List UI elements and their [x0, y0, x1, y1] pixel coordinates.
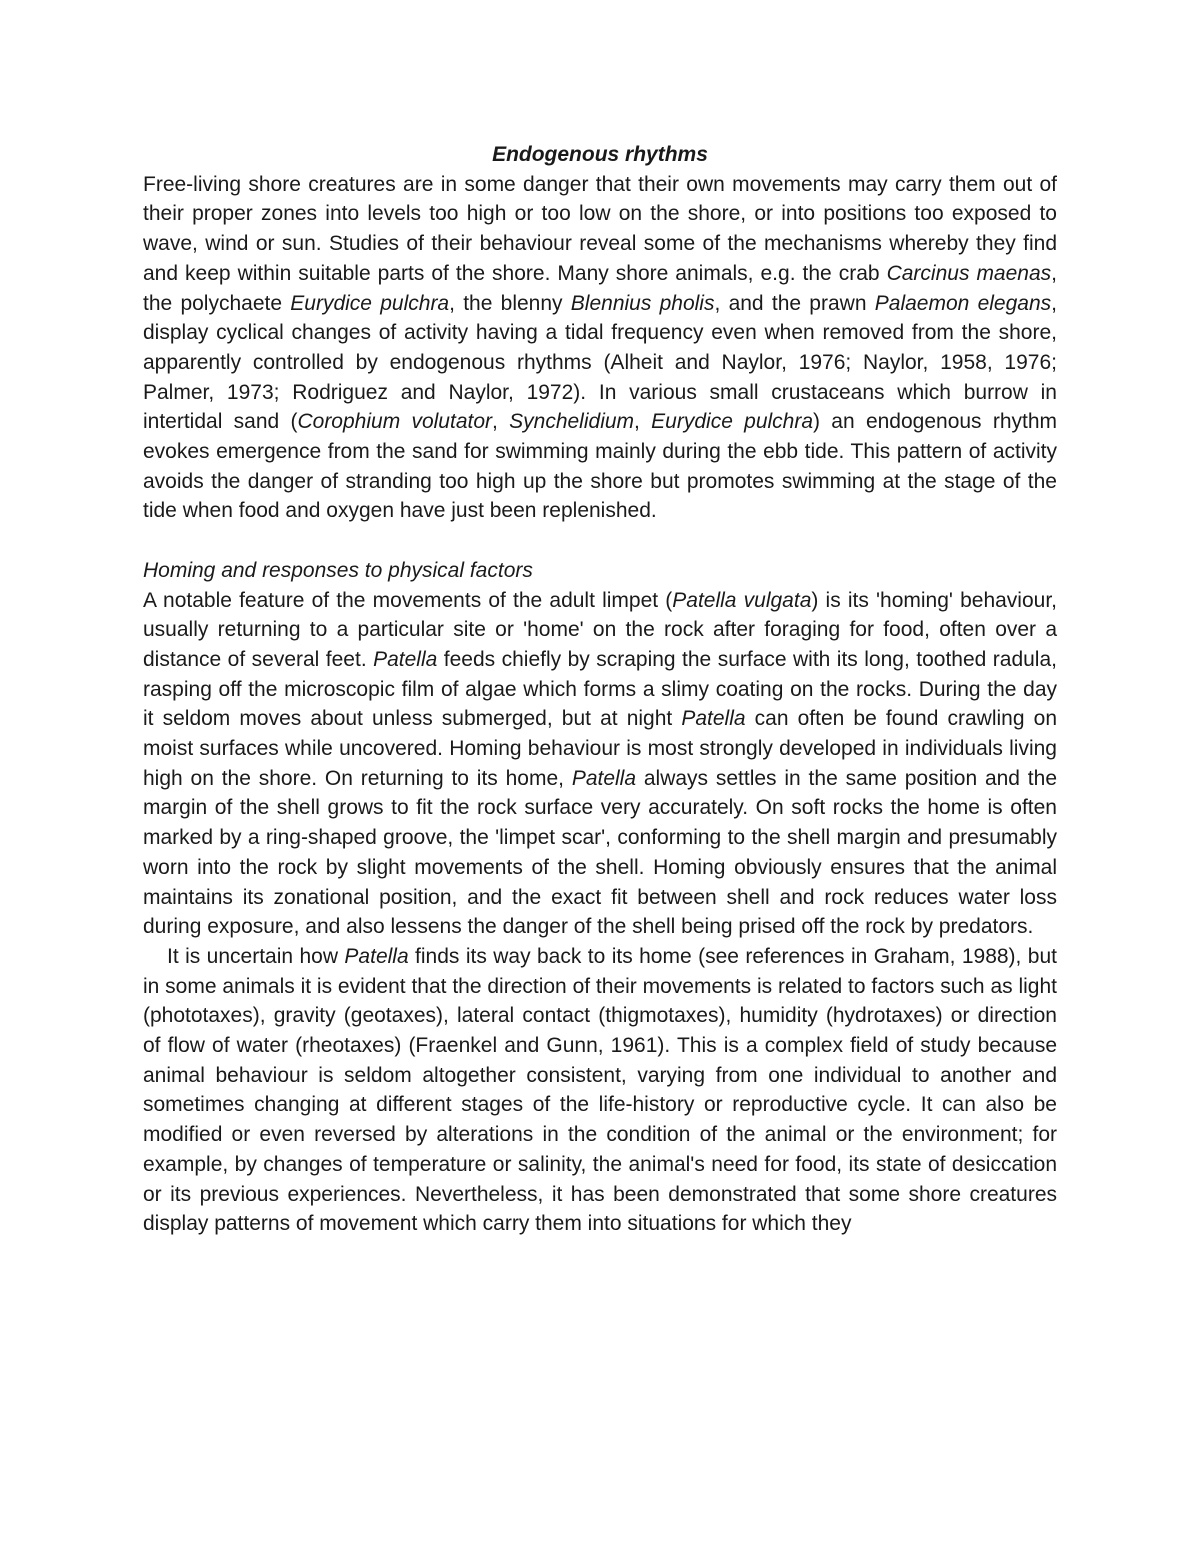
text-run: ,	[634, 410, 652, 434]
species-name: Patella vulgata	[672, 588, 812, 612]
text-run: , the polychaete	[143, 261, 1057, 315]
text-run: , the blenny	[449, 291, 571, 315]
text-run: ,	[492, 410, 510, 434]
text-run: , and the prawn	[714, 291, 875, 315]
species-name: Corophium volutator	[297, 410, 493, 434]
text-run: always settles in the same position and the margin of the shell grows to fit the rock surface very accurately. On soft rocks the home is often marked by a ring-shaped groove, the 'limpet scar', conforming to the shell margin and presumably worn into the rock by slight movements of the shell. Homing obviously ensures that the animal maintains its zonational position, and the exact fit between shell and rock reduces water loss during exposure, and also lessens the danger of the shell being prised off the rock by predators.	[143, 766, 1058, 939]
species-name: Patella	[373, 647, 438, 671]
paragraph-taxes	[143, 942, 1057, 1239]
species-name: Eurydice pulchra	[651, 410, 814, 434]
text-run: finds its way back to its home (see references in Graham, 1988), but in some animals it is evident that the direction of their movements is related to factors such as light (phototaxes), gravity (geotaxes), lateral contact (thigmotaxes), humidity (hydrotaxes) or direction of flow of water (rheotaxes) (Fraenkel and Gunn, 1961). This is a complex field of study because animal behaviour is seldom altogether consistent, varying from one individual to another and sometimes changing at different stages of the life-history or reproductive cycle. It can also be modified or even reversed by alterations in the condition of the animal or the environment; for example, by changes of temperature or salinity, the animal's need for food, its state of desiccation or its previous experiences. Nevertheless, it has been demonstrated that some shore creatures display patterns of movement which carry them into situations for which they	[143, 944, 1057, 1236]
document-page	[143, 140, 1057, 1239]
text-run: It is uncertain how	[167, 944, 345, 968]
text-run: , display cyclical changes of activity having a tidal frequency even when removed from the shore, apparently controlled by endogenous rhythms (Alheit and Naylor, 1976; Naylor, 1958, 1976; Palmer, 1973; Rodriguez and Naylor, 1972). In various small crustaceans which burrow in intertidal sand (	[143, 291, 1057, 434]
species-name: Eurydice pulchra	[290, 291, 450, 315]
text-run: can often be found crawling on moist surfaces while uncovered. Homing behaviour is most strongly developed in individuals living high on the shore. On returning to its home,	[143, 707, 1057, 790]
species-name: Palaemon elegans	[874, 291, 1052, 315]
species-name: Synchelidium	[509, 410, 635, 434]
section-subheading: Homing and responses to physical factors	[143, 558, 533, 582]
species-name: Carcinus maenas	[886, 261, 1052, 285]
species-name: Blennius pholis	[570, 291, 715, 315]
page-title: Endogenous rhythms	[492, 143, 708, 166]
text-run: ) is its 'homing' behaviour, usually returning to a particular site or 'home' on the rock after foraging for food, often over a distance of several feet.	[143, 588, 1057, 671]
species-name: Patella	[571, 766, 637, 790]
species-name: Patella	[344, 944, 409, 968]
paragraph-homing	[143, 586, 1057, 942]
paragraph-endogenous-rhythms	[143, 170, 1057, 526]
text-run: feeds chiefly by scraping the surface with its long, toothed radula, rasping off the microscopic film of algae which forms a slimy coating on the rocks. During the day it seldom moves about unless submerged, but at night	[143, 647, 1057, 731]
species-name: Patella	[681, 707, 746, 731]
text-run: Free-living shore creatures are in some danger that their own movements may carry them out of their proper zones into levels too high or too low on the shore, or into positions too exposed to wave, wind or sun. Studies of their behaviour reveal some of the mechanisms whereby they find and keep within suitable parts of the shore. Many shore animals, e.g. the crab	[143, 172, 1057, 285]
text-run: ) an endogenous rhythm evokes emergence from the sand for swimming mainly during the ebb tide. This pattern of activity avoids the danger of stranding too high up the shore but promotes swimming at the stage of the tide when food and oxygen have just been replenished.	[143, 410, 1058, 523]
text-run: A notable feature of the movements of the adult limpet (	[143, 588, 673, 612]
